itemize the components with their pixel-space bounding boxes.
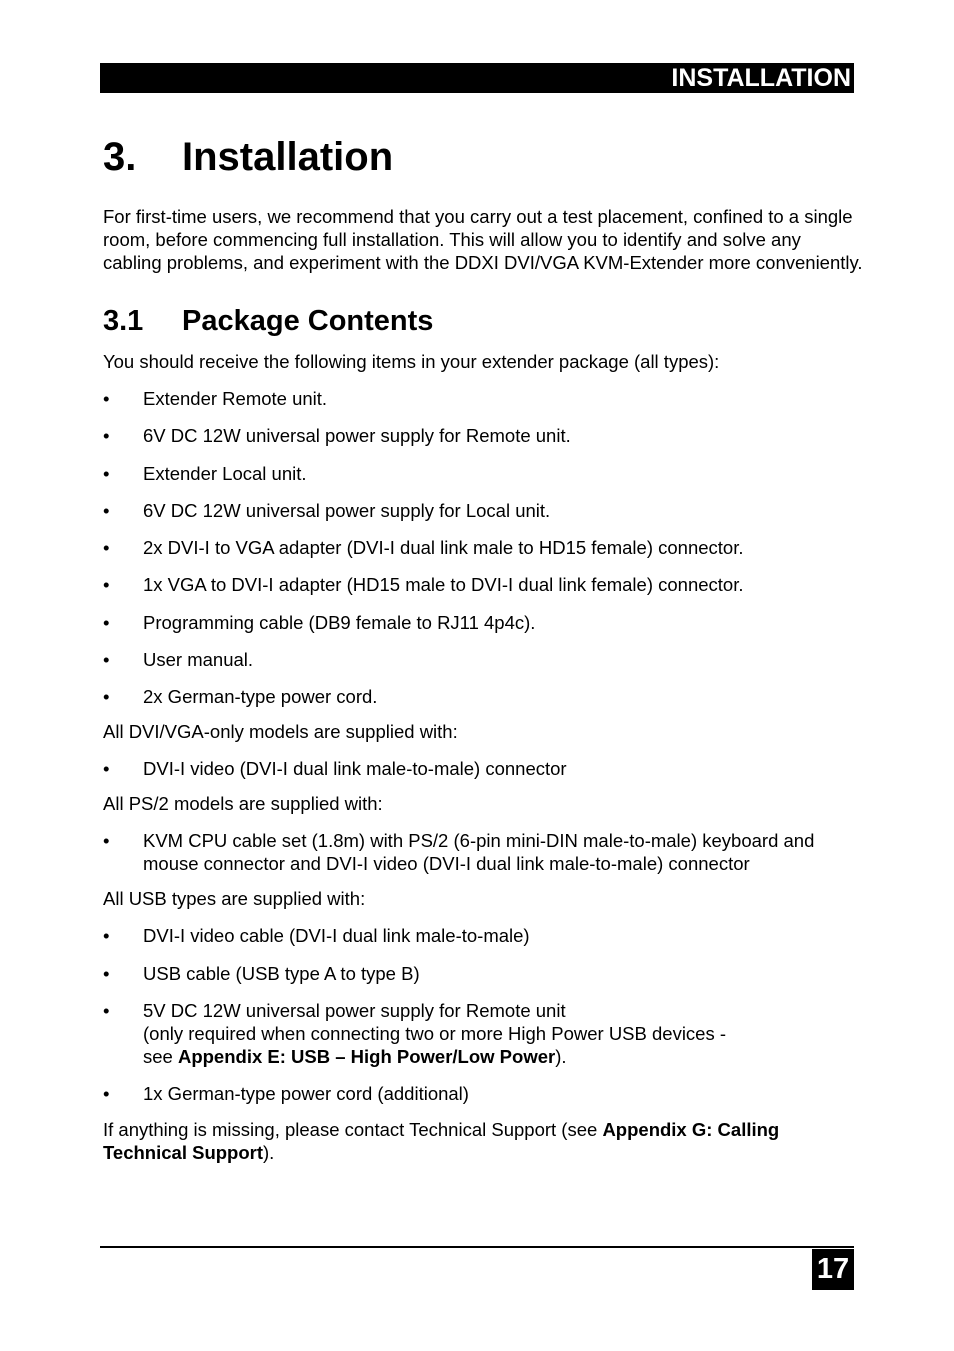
bullet-icon: •	[103, 999, 110, 1021]
package-list	[103, 387, 863, 708]
list-item: • 2x DVI-I to VGA adapter (DVI-I dual link male to HD15 female) connector.	[103, 537, 744, 559]
bullet-icon: •	[103, 537, 110, 559]
section-title	[103, 303, 863, 339]
bullet-icon: •	[103, 425, 110, 447]
dvi-vga-lead: All DVI/VGA-only models are supplied with:	[103, 721, 458, 743]
ps2-lead: All PS/2 models are supplied with:	[103, 793, 383, 815]
page-number: 17	[812, 1249, 854, 1290]
bullet-icon: •	[103, 830, 110, 852]
chapter-title-text: Installation	[182, 135, 394, 179]
chapter-number: 3.	[103, 135, 137, 179]
footer-rule	[100, 1246, 854, 1248]
usb-lead: All USB types are supplied with:	[103, 888, 366, 910]
list-item: • 5V DC 12W universal power supply for Remote unit (only required when connecting two or more High Power USB devices - see Appendix E: USB – High Power/Low Power).	[103, 999, 727, 1067]
bullet-icon: •	[103, 574, 110, 596]
list-item: • Programming cable (DB9 female to RJ11 4p4c).	[103, 611, 536, 633]
list-item: • KVM CPU cable set (1.8m) with PS/2 (6-pin mini-DIN male-to-male) keyboard and mouse connector and DVI-I video (DVI-I dual link male-to-male) connector	[103, 830, 815, 875]
list-item: • DVI-I video (DVI-I dual link male-to-male) connector	[103, 758, 567, 780]
list-item: • 6V DC 12W universal power supply for Local unit.	[103, 499, 551, 521]
dvi-vga-list	[103, 757, 863, 780]
appendix-e-reference: Appendix E: USB – High Power/Low Power	[177, 1045, 556, 1067]
list-item: • 1x VGA to DVI-I adapter (HD15 male to DVI-I dual link female) connector.	[103, 574, 744, 596]
bullet-icon: •	[103, 499, 110, 521]
running-header-label: INSTALLATION	[671, 64, 851, 92]
package-lead: You should receive the following items in your extender package (all types):	[103, 351, 720, 372]
running-header	[100, 63, 854, 93]
bullet-icon: •	[103, 462, 110, 484]
list-item: • DVI-I video cable (DVI-I dual link male-to-male)	[103, 925, 530, 947]
bullet-icon: •	[103, 962, 110, 984]
list-item: • User manual.	[103, 649, 254, 671]
chapter-title	[103, 132, 393, 182]
page-content	[103, 205, 863, 1164]
bullet-icon: •	[103, 1083, 110, 1105]
list-item: • USB cable (USB type A to type B)	[103, 962, 420, 984]
list-item: • 2x German-type power cord.	[103, 686, 378, 708]
bullet-icon: •	[103, 388, 110, 409]
ps2-list	[103, 829, 863, 875]
closing-paragraph: If anything is missing, please contact Technical Support (see Appendix G: Calling Technical Support).	[103, 1119, 780, 1164]
intro-paragraph: For first-time users, we recommend that you carry out a test placement, confined to a single room, before commencing full installation. This will allow you to identify and solve any cabling problems, and experiment with the DDXI DVI/VGA KVM-Extender more conveniently.	[103, 206, 863, 273]
section-title-text: Package Contents	[182, 305, 434, 337]
bullet-icon: •	[103, 649, 110, 671]
list-item: • Extender Local unit.	[103, 462, 307, 484]
bullet-icon: •	[103, 925, 110, 947]
bullet-icon: •	[103, 758, 110, 780]
appendix-g-reference: Appendix G: Calling Technical Support	[103, 1119, 780, 1164]
usb-list	[103, 924, 863, 1105]
bullet-icon: •	[103, 686, 110, 708]
section-number: 3.1	[103, 305, 144, 337]
bullet-icon: •	[103, 611, 110, 633]
list-item: • 6V DC 12W universal power supply for Remote unit.	[103, 425, 571, 447]
list-item: • Extender Remote unit.	[103, 388, 328, 409]
list-item: • 1x German-type power cord (additional)	[103, 1083, 469, 1105]
